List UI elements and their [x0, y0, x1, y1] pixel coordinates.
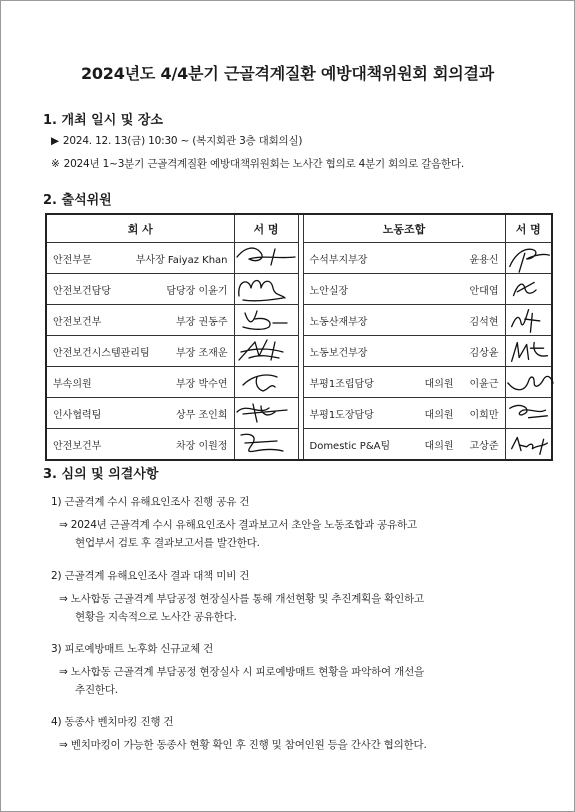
page-title: 2024년도 4/4분기 근골격계질환 예방대책위원회 회의결과	[80, 64, 495, 83]
company-signature-cell	[234, 274, 298, 305]
signature-image	[506, 367, 553, 397]
company-member-cell	[46, 243, 234, 274]
union-signature-cell	[505, 274, 552, 305]
attendance-row	[46, 274, 552, 305]
company-title-name: 담당장 이윤기	[166, 285, 228, 297]
union-title: 대의원	[424, 440, 454, 452]
arrow-marker: ⇒	[59, 739, 68, 751]
union-dept: 노동산재부장	[309, 316, 368, 328]
signature-image	[506, 429, 553, 459]
signature-image	[235, 429, 299, 459]
union-signature-cell	[505, 305, 552, 336]
union-member-cell	[303, 398, 505, 429]
signature-image	[506, 398, 553, 428]
arrow-marker: ⇒	[59, 519, 68, 531]
resolution-line-1	[59, 664, 424, 679]
company-member-cell	[46, 398, 234, 429]
attendance-row	[46, 336, 552, 367]
sign-header: 서 명	[234, 214, 298, 243]
resolution-line-1	[59, 517, 417, 532]
signature-image	[235, 243, 299, 273]
union-signature-cell	[505, 429, 552, 461]
note-line	[51, 156, 464, 171]
section-2-heading: 2. 출석위원	[43, 193, 112, 208]
company-dept: 안전보건부	[53, 316, 102, 328]
signature-image	[506, 243, 553, 273]
attendance-row	[46, 367, 552, 398]
union-dept: 노동보건부장	[309, 347, 368, 359]
union-title: 대의원	[424, 378, 454, 390]
datetime-text: 2024. 12. 13(금) 10:30 ~ (복지회관 3층 대회의실)	[62, 135, 303, 147]
union-name: 고상준	[469, 440, 499, 452]
company-member-cell	[46, 336, 234, 367]
signature-image	[506, 274, 553, 304]
datetime-line	[51, 133, 302, 148]
union-signature-cell	[505, 243, 552, 274]
resolution-title: 3) 피로예방매트 노후화 신규교체 건	[51, 643, 214, 655]
company-dept: 안전보건부	[53, 440, 102, 452]
resolution-title: 2) 근골격계 유해요인조사 결과 대책 미비 건	[51, 570, 250, 582]
attendance-header-row	[46, 214, 552, 243]
union-signature-cell	[505, 336, 552, 367]
union-name: 이희만	[469, 409, 499, 421]
signature-image	[235, 274, 299, 304]
attendance-row	[46, 305, 552, 336]
note-text: 2024년 1~3분기 근골격계질환 예방대책위원회는 노사간 협의로 4분기 회의로 갈음한다.	[63, 158, 464, 170]
company-signature-cell	[234, 429, 298, 461]
company-title-name: 부사장 Faiyaz Khan	[135, 254, 228, 266]
company-member-cell	[46, 429, 234, 461]
company-signature-cell	[234, 367, 298, 398]
arrow-marker: ⇒	[59, 666, 68, 678]
union-name: 이윤근	[469, 378, 499, 390]
company-title-name: 부장 권동주	[176, 316, 228, 328]
union-title: 대의원	[424, 409, 454, 421]
union-name: 김상윤	[469, 347, 499, 359]
resolution-line-2: 현황을 지속적으로 노사간 공유한다.	[75, 611, 237, 623]
company-header: 회 사	[46, 214, 234, 243]
resolution-title: 4) 동종사 벤치마킹 진행 건	[51, 716, 174, 728]
union-member-cell	[303, 274, 505, 305]
union-dept: Domestic P&A팀	[309, 440, 391, 452]
bullet-marker: ▶	[51, 135, 59, 147]
attendance-table	[45, 213, 553, 461]
resolution-line-1	[59, 737, 427, 752]
company-title-name: 부장 박수연	[176, 378, 228, 390]
company-title-name: 상무 조인희	[176, 409, 228, 421]
arrow-marker: ⇒	[59, 593, 68, 605]
resolution-line-1	[59, 591, 424, 606]
section-3-heading: 3. 심의 및 의결사항	[43, 467, 159, 482]
company-dept: 안전보건시스템관리팀	[53, 347, 150, 359]
signature-image	[506, 336, 553, 366]
union-dept: 수석부지부장	[309, 254, 368, 266]
union-dept: 부평1도장담당	[309, 409, 374, 421]
union-header: 노동조합	[303, 214, 505, 243]
company-member-cell	[46, 274, 234, 305]
union-member-cell	[303, 243, 505, 274]
union-member-cell	[303, 367, 505, 398]
union-member-cell	[303, 336, 505, 367]
company-signature-cell	[234, 243, 298, 274]
attendance-row	[46, 398, 552, 429]
signature-image	[235, 336, 299, 366]
company-signature-cell	[234, 398, 298, 429]
resolution-line-2: 추진한다.	[75, 684, 118, 696]
company-dept: 인사협력팀	[53, 409, 102, 421]
signature-image	[506, 305, 553, 335]
sign-header-2: 서 명	[505, 214, 552, 243]
union-name: 윤용신	[469, 254, 499, 266]
resolution-title: 1) 근골격계 수시 유해요인조사 진행 공유 건	[51, 496, 250, 508]
company-member-cell	[46, 367, 234, 398]
company-title-name: 부장 조재운	[176, 347, 228, 359]
signature-image	[235, 398, 299, 428]
company-title-name: 차장 이원정	[176, 440, 228, 452]
company-dept: 부속의원	[53, 378, 92, 390]
signature-image	[235, 305, 299, 335]
union-member-cell	[303, 429, 505, 461]
resolution-line-2: 현업부서 검토 후 결과보고서를 발간한다.	[75, 537, 260, 549]
resolution-text: 노사합동 근골격계 부담공정 현장실사를 통해 개선현황 및 추진계획을 확인하고	[70, 593, 424, 605]
note-marker: ※	[51, 158, 60, 170]
attendance-row	[46, 429, 552, 461]
union-name: 안대엽	[469, 285, 499, 297]
company-member-cell	[46, 305, 234, 336]
union-name: 김석현	[469, 316, 499, 328]
section-1-heading: 1. 개최 일시 및 장소	[43, 113, 163, 128]
resolution-text: 2024년 근골격계 수시 유해요인조사 결과보고서 초안을 노동조합과 공유하고	[70, 519, 417, 531]
signature-image	[235, 367, 299, 397]
union-signature-cell	[505, 367, 552, 398]
resolution-text: 벤치마킹이 가능한 동종사 현황 확인 후 진행 및 참여인원 등을 간사간 협의한다.	[70, 739, 427, 751]
union-signature-cell	[505, 398, 552, 429]
company-signature-cell	[234, 305, 298, 336]
union-member-cell	[303, 305, 505, 336]
company-dept: 안전보건담당	[53, 285, 111, 297]
company-dept: 안전부문	[53, 254, 92, 266]
company-signature-cell	[234, 336, 298, 367]
attendance-row	[46, 243, 552, 274]
union-dept: 노안실장	[309, 285, 349, 297]
resolution-text: 노사합동 근골격계 부담공정 현장실사 시 피로예방매트 현황을 파악하여 개선을	[70, 666, 424, 678]
union-dept: 부평1조립담당	[309, 378, 374, 390]
